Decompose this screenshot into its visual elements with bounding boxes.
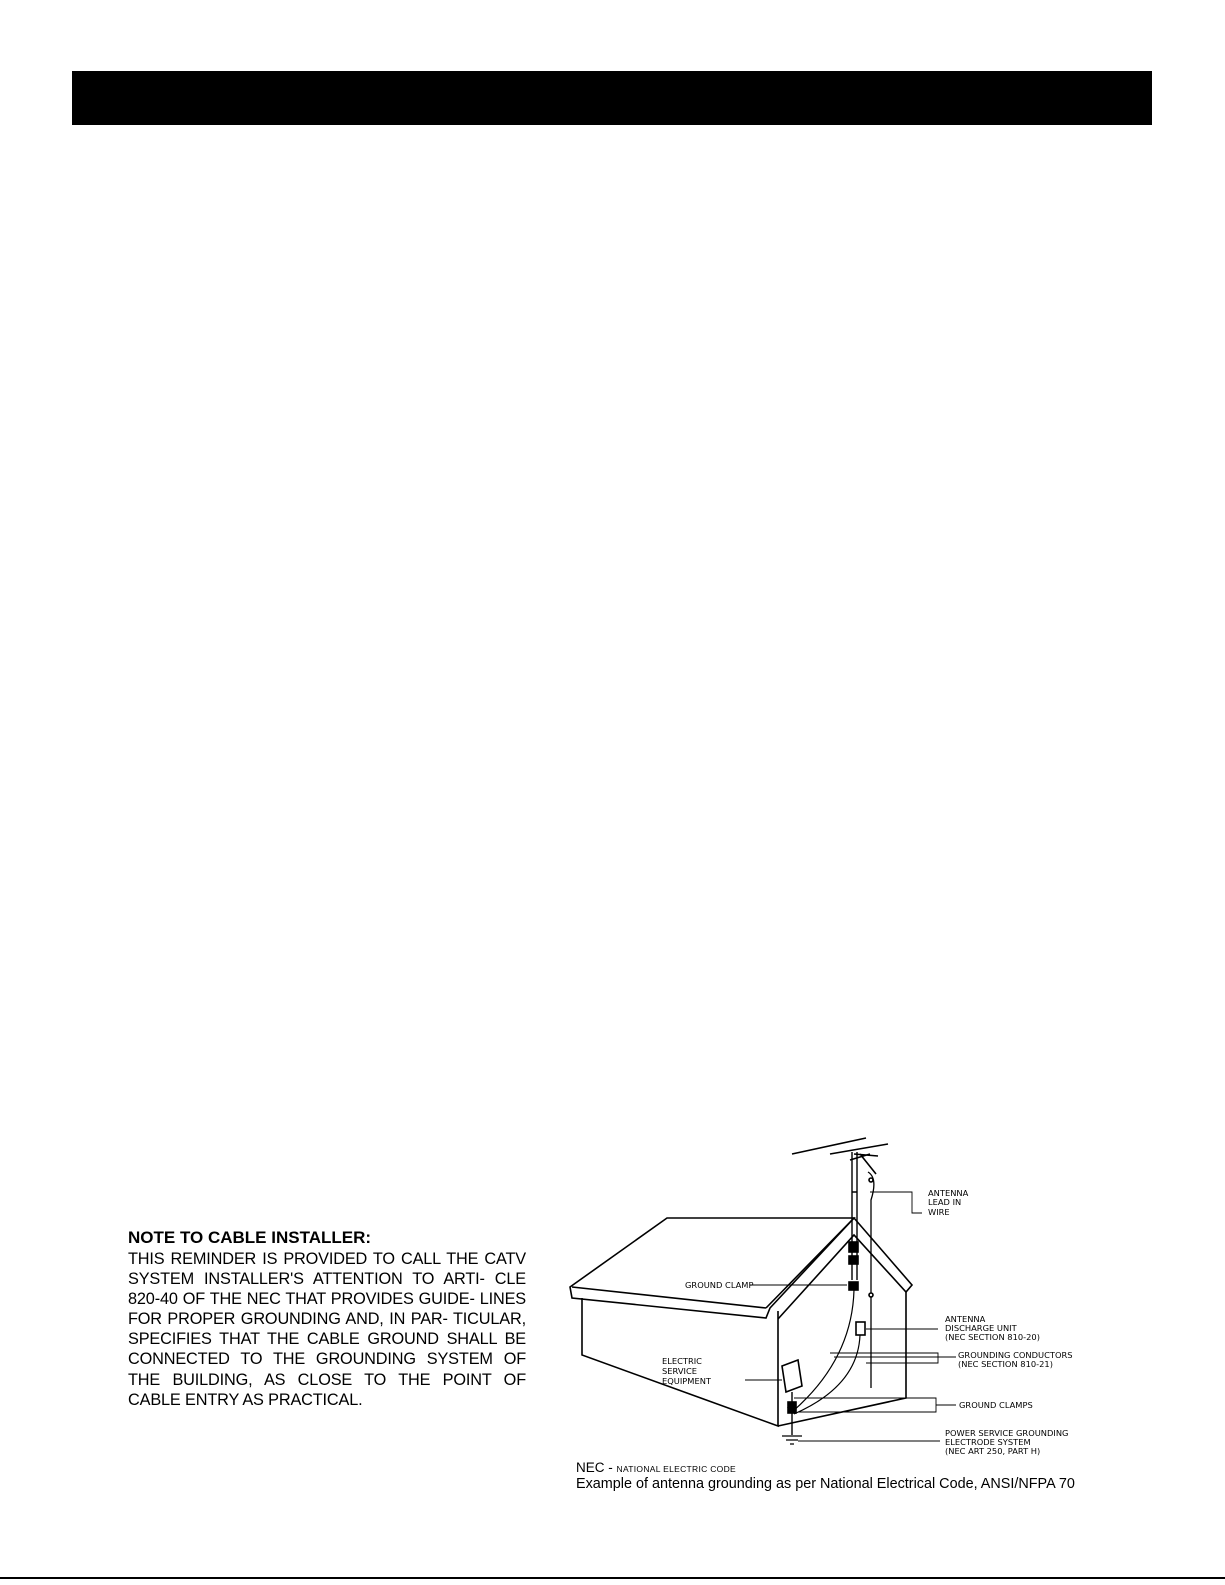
label-conductors-line1: GROUNDING CONDUCTORS [958,1350,1073,1360]
electric-service-box [782,1360,802,1392]
nec-full-name: NATIONAL ELECTRIC CODE [616,1464,736,1474]
label-electric-line3: EQUIPMENT [662,1376,711,1386]
label-power-line2: ELECTRODE SYSTEM [945,1437,1031,1447]
label-discharge-line2: DISCHARGE UNIT [945,1323,1017,1333]
label-discharge-line1: ANTENNA [945,1314,986,1324]
label-antenna-lead-line1: ANTENNA [928,1188,969,1198]
bottom-rule [0,1577,1225,1579]
note-title: NOTE TO CABLE INSTALLER: [128,1228,372,1247]
label-electric-line1: ELECTRIC [662,1356,702,1366]
lead-in-wire [868,1172,874,1388]
antenna [792,1138,888,1174]
label-electric-line2: SERVICE [662,1366,697,1376]
discharge-unit [856,1322,865,1335]
label-antenna-lead-line3: WIRE [928,1207,950,1217]
note-to-cable-installer [128,1228,526,1410]
label-antenna-lead-line2: LEAD IN [928,1197,962,1207]
antenna-grounding-diagram [560,1130,1120,1470]
label-power-line1: POWER SERVICE GROUNDING [945,1428,1069,1438]
label-discharge-line3: (NEC SECTION 810-20) [945,1332,1040,1342]
label-ground-clamps: GROUND CLAMPS [959,1400,1033,1410]
roof [570,1218,854,1318]
label-ground-clamp: GROUND CLAMP [685,1280,754,1290]
header-bar [72,71,1152,125]
nec-abbr: NEC - [576,1460,617,1475]
note-body: THIS REMINDER IS PROVIDED TO CALL THE CATV SYSTEM INSTALLER'S ATTENTION TO ARTI- CLE 820-40 OF THE NEC THAT PROVIDES GUIDE- LINES FOR PROPER GROUNDING AND, IN PAR- TICULAR, SPECIFIES THAT THE CABLE GROUND SHALL BE CONNECTED TO THE GROUNDING SYSTEM OF THE BUILDING, AS CLOSE TO THE POINT OF CABLE ENTRY AS PRACTICAL. [128,1250,526,1409]
diagram-caption: Example of antenna grounding as per National Electrical Code, ANSI/NFPA 70 [576,1476,1075,1492]
label-power-line3: (NEC ART 250, PART H) [945,1446,1041,1456]
label-conductors-line2: (NEC SECTION 810-21) [958,1359,1053,1369]
